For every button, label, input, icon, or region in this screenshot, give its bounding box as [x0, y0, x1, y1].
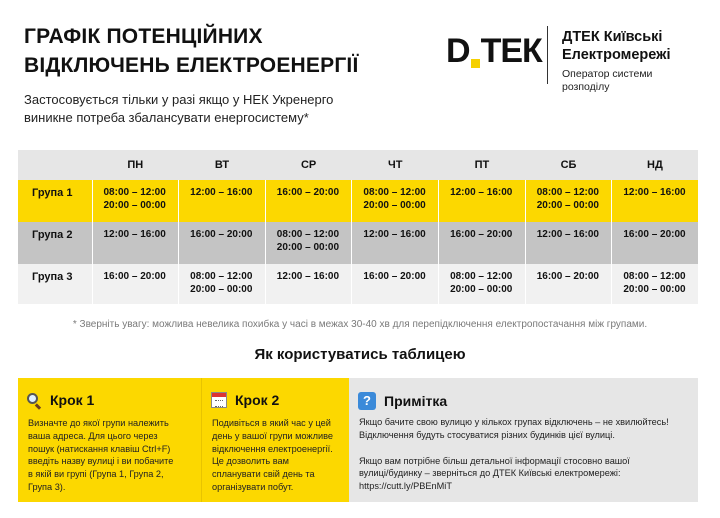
- time-slot: 12:00 – 16:00: [103, 229, 166, 240]
- step-1-line: введіть назву вулиці і ви побачите: [28, 456, 174, 467]
- note-line: вулиці/будинку – зверніться до ДТЕК Київські електромережі:: [359, 468, 621, 479]
- calendar-icon: [211, 392, 227, 408]
- schedule-cell: [612, 180, 698, 222]
- step-1-line: Група 3).: [28, 481, 66, 492]
- time-slot: 12:00 – 16:00: [623, 187, 686, 198]
- group-row-3: [18, 264, 698, 304]
- step-2-line: організувати побут.: [212, 481, 294, 492]
- step-2-line: Це дозволить вам: [212, 456, 289, 467]
- time-slot: 16:00 – 20:00: [103, 271, 166, 282]
- time-slot: 16:00 – 20:00: [450, 229, 513, 240]
- time-slot: 08:00 – 12:00: [276, 229, 340, 240]
- schedule-cell: [612, 222, 698, 264]
- schedule-cell: [525, 264, 612, 304]
- schedule-header-row: [18, 150, 698, 180]
- time-slot: 12:00 – 16:00: [536, 229, 599, 240]
- subtitle-line-2: виникне потреба збалансувати енергосистему*: [24, 110, 309, 125]
- logo-tagline: [562, 68, 652, 94]
- dtek-logo: [446, 26, 706, 93]
- group-row-2: [18, 222, 698, 264]
- step-1-body: [28, 417, 173, 494]
- time-slot: 20:00 – 00:00: [536, 200, 599, 211]
- page-title: [24, 22, 358, 80]
- step-2-line: день у вашої групи можливе: [212, 430, 333, 441]
- note-paragraph-2: [359, 455, 695, 493]
- group-label: Група 1: [18, 180, 92, 222]
- note-header: [358, 392, 447, 410]
- schedule-table: [18, 150, 698, 304]
- step-2-card: [201, 378, 349, 502]
- schedule-cell: [352, 222, 439, 264]
- schedule-cell: [525, 180, 612, 222]
- step-1-line: Визначте до якої групи належить: [28, 418, 169, 428]
- logo-mark-left: D: [446, 32, 470, 70]
- schedule-cell: [439, 264, 526, 304]
- note-link[interactable]: https://cutt.ly/PBEnMiT: [359, 481, 452, 492]
- day-header: НД: [612, 150, 698, 180]
- step-1-line: ваша адреса. Для цього через: [28, 430, 158, 441]
- page-subtitle: [24, 91, 333, 127]
- time-slot: 12:00 – 16:00: [190, 187, 253, 198]
- step-1-title: Крок 1: [50, 392, 95, 408]
- schedule-cell: [179, 264, 266, 304]
- logo-tagline-line-1: Оператор системи: [562, 68, 653, 80]
- how-to-heading: Як користуватись таблицею: [254, 346, 466, 363]
- logo-name-line-2: Електромережі: [562, 47, 671, 63]
- time-slot: 20:00 – 00:00: [276, 242, 340, 253]
- note-line: Якщо вам потрібне більш детальної інформації стосовно вашої: [359, 455, 630, 466]
- step-1-line: в якій ви групі (Група 1, Група 2,: [28, 469, 164, 480]
- time-slot: 16:00 – 20:00: [536, 271, 599, 282]
- note-line: Відключення будуть стосуватися різних будинків цієї вулиці.: [359, 429, 615, 440]
- group-label: Група 3: [18, 264, 92, 304]
- time-slot: 12:00 – 16:00: [276, 271, 340, 282]
- group-label: Група 2: [18, 222, 92, 264]
- logo-company-name: [562, 28, 670, 64]
- time-slot: 08:00 – 12:00: [363, 187, 426, 198]
- day-header: ПТ: [439, 150, 526, 180]
- schedule-cell: [265, 264, 352, 304]
- magnifier-icon: [27, 393, 42, 408]
- logo-dot-icon: [471, 59, 480, 68]
- schedule-cell: [352, 264, 439, 304]
- step-2-title: Крок 2: [235, 392, 280, 408]
- schedule-cell: [525, 222, 612, 264]
- time-slot: 08:00 – 12:00: [536, 187, 599, 198]
- time-slot: 20:00 – 00:00: [363, 200, 426, 211]
- logo-tagline-line-2: розподілу: [562, 81, 610, 93]
- logo-name-line-1: ДТЕК Київські: [562, 29, 663, 45]
- schedule-cell: [92, 264, 179, 304]
- schedule-cell: [439, 180, 526, 222]
- day-header: СР: [265, 150, 352, 180]
- logo-divider: [547, 26, 548, 84]
- time-slot: 20:00 – 00:00: [623, 284, 686, 295]
- day-header: ВТ: [179, 150, 266, 180]
- question-icon: ?: [358, 392, 376, 410]
- title-line-1: ГРАФІК ПОТЕНЦІЙНИХ: [24, 25, 263, 48]
- day-header: СБ: [525, 150, 612, 180]
- group-row-1: [18, 180, 698, 222]
- schedule-cell: [265, 222, 352, 264]
- logo-mark: [446, 32, 542, 71]
- time-slot: 08:00 – 12:00: [103, 187, 166, 198]
- schedule-cell: [612, 264, 698, 304]
- time-slot: 08:00 – 12:00: [450, 271, 513, 282]
- step-2-line: спланувати свій день та: [212, 469, 315, 480]
- day-header: ПН: [92, 150, 179, 180]
- note-line: Якщо бачите свою вулицю у кількох групах відключень – не хвилюйтесь!: [359, 417, 669, 427]
- time-slot: 16:00 – 20:00: [276, 187, 340, 198]
- step-2-header: [211, 392, 279, 408]
- title-line-2: ВІДКЛЮЧЕНЬ ЕЛЕКТРОЕНЕРГІЇ: [24, 54, 359, 77]
- time-slot: 20:00 – 00:00: [103, 200, 166, 211]
- time-slot: 20:00 – 00:00: [450, 284, 513, 295]
- time-slot: 12:00 – 16:00: [450, 187, 513, 198]
- time-slot: 16:00 – 20:00: [623, 229, 686, 240]
- note-body: [359, 416, 695, 506]
- step-1-card: [18, 378, 201, 502]
- time-slot: 16:00 – 20:00: [363, 271, 426, 282]
- step-2-line: відключення електроенергії.: [212, 443, 333, 454]
- schedule-cell: [352, 180, 439, 222]
- time-slot: 08:00 – 12:00: [623, 271, 686, 282]
- schedule-cell: [439, 222, 526, 264]
- schedule-cell: [179, 222, 266, 264]
- time-slot: 08:00 – 12:00: [190, 271, 253, 282]
- time-slot: 16:00 – 20:00: [190, 229, 253, 240]
- schedule-cell: [265, 180, 352, 222]
- schedule-cell: [92, 180, 179, 222]
- step-1-header: [27, 392, 94, 408]
- step-2-body: [212, 417, 333, 494]
- time-slot: 12:00 – 16:00: [363, 229, 426, 240]
- note-card: [349, 378, 698, 502]
- day-header: ЧТ: [352, 150, 439, 180]
- step-1-line: пошук (натискання клавіш Ctrl+F): [28, 443, 171, 454]
- time-slot: 20:00 – 00:00: [190, 284, 253, 295]
- note-paragraph-1: [359, 416, 695, 442]
- schedule-header-corner: [18, 150, 92, 180]
- footnote: * Зверніть увагу: можлива невелика похибка у часі в межах 30-40 хв для перепідключення електропостачання між групами.: [72, 319, 648, 330]
- schedule-cell: [179, 180, 266, 222]
- note-title: Примітка: [384, 393, 448, 409]
- step-2-line: Подивіться в який час у цей: [212, 418, 331, 428]
- schedule-cell: [92, 222, 179, 264]
- logo-mark-right: ТЕК: [480, 32, 542, 70]
- subtitle-line-1: Застосовується тільки у разі якщо у НЕК Укренерго: [24, 92, 334, 107]
